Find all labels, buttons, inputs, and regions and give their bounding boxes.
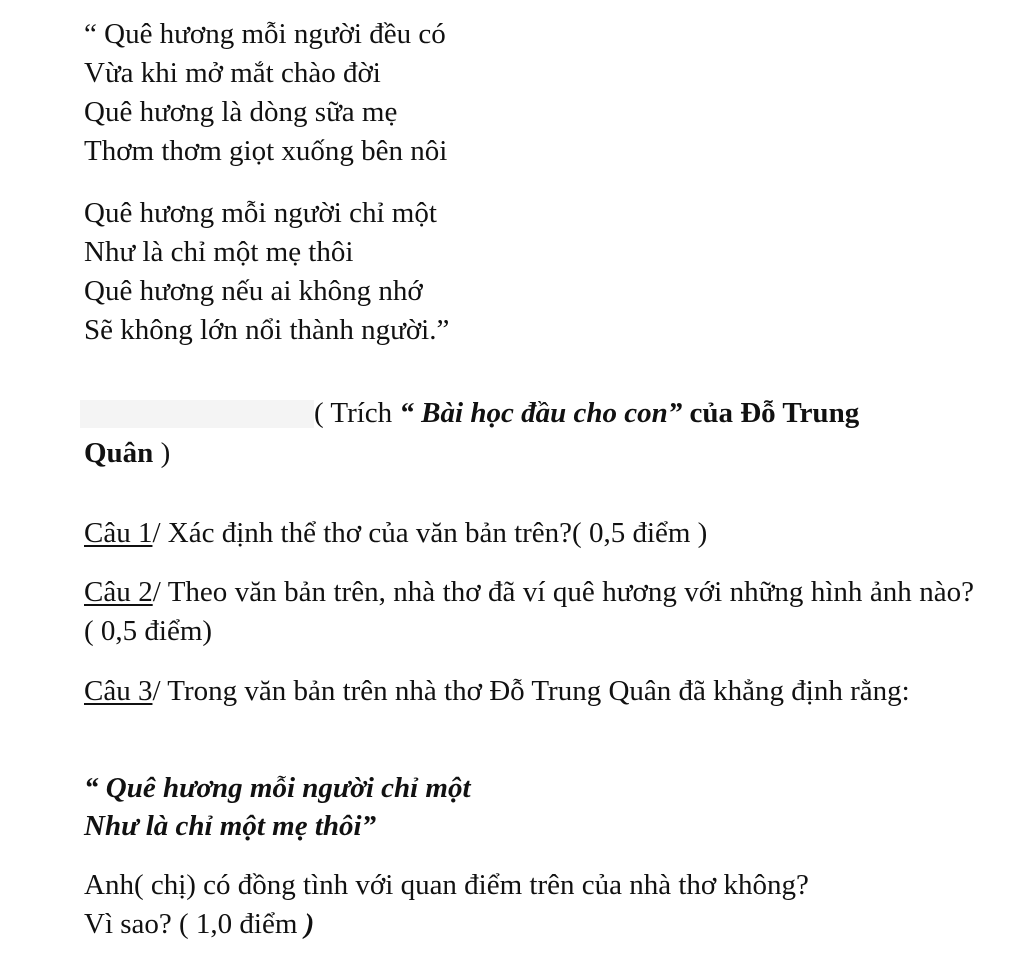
poem-line: “ Quê hương mỗi người đều có xyxy=(84,18,446,50)
question-text: / Trong văn bản trên nhà thơ Đỗ Trung Quân đã khẳng định rằng: xyxy=(152,675,910,707)
poem-stanza-1 xyxy=(84,15,447,171)
quoted-verse xyxy=(84,769,471,845)
final-question-text: Vì sao? ( 1,0 điểm xyxy=(84,908,305,940)
poem-stanza-2 xyxy=(84,194,449,350)
poem-line: Quê hương là dòng sữa mẹ xyxy=(84,96,398,128)
quote-line: Như là chỉ một mẹ thôi” xyxy=(84,810,377,842)
quote-line: “ Quê hương mỗi người chỉ một xyxy=(84,772,471,804)
question-2 xyxy=(84,573,974,651)
source-prefix: ( Trích xyxy=(314,397,400,429)
poem-line: Quê hương mỗi người chỉ một xyxy=(84,197,437,229)
question-3 xyxy=(84,672,974,711)
question-1 xyxy=(84,514,974,553)
poem-line: Vừa khi mở mắt chào đời xyxy=(84,57,381,89)
poem-line: Như là chỉ một mẹ thôi xyxy=(84,236,354,268)
source-author: của Đỗ Trung xyxy=(682,397,860,429)
final-close-paren: ) xyxy=(304,908,315,940)
source-author-continued xyxy=(84,433,170,473)
source-author-end: Quân xyxy=(84,437,154,469)
question-label: Câu 3 xyxy=(84,675,153,707)
poem-line: Sẽ không lớn nổi thành người.” xyxy=(84,314,450,346)
final-question xyxy=(84,866,976,944)
question-text: / Theo văn bản trên, nhà thơ đã ví quê hương với những hình ảnh nào? ( 0,5 điểm) xyxy=(84,576,974,647)
source-suffix: ) xyxy=(153,437,171,469)
question-text: / Xác định thể thơ của văn bản trên?( 0,5 điểm ) xyxy=(152,517,708,549)
question-label: Câu 1 xyxy=(84,517,153,549)
source-title: “ Bài học đầu cho con” xyxy=(399,397,683,429)
poem-line: Thơm thơm giọt xuống bên nôi xyxy=(84,135,448,167)
final-question-line: Anh( chị) có đồng tình với quan điểm trên của nhà thơ không? xyxy=(84,869,809,901)
poem-line: Quê hương nếu ai không nhớ xyxy=(84,275,423,307)
question-label: Câu 2 xyxy=(84,576,153,608)
final-question-line xyxy=(84,905,976,944)
source-citation xyxy=(84,393,972,433)
